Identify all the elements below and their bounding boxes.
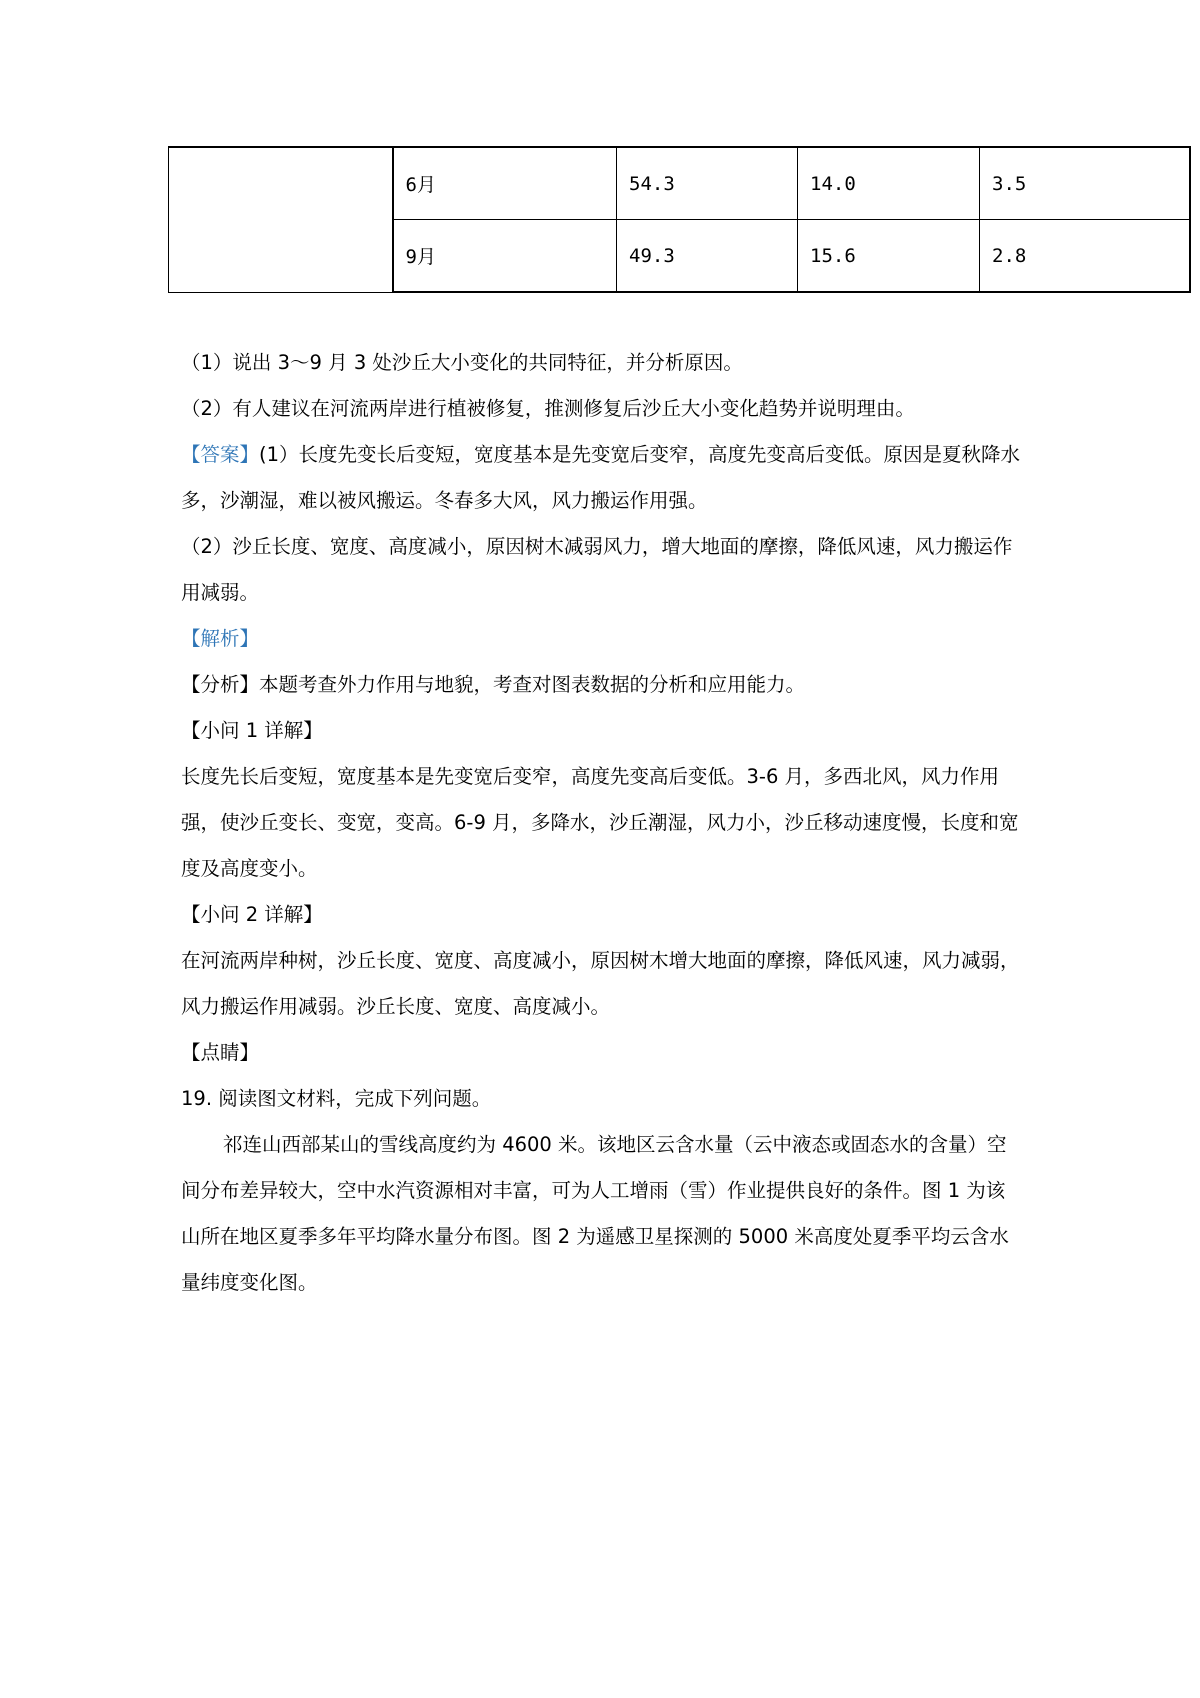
table-cell: 2.8 (980, 220, 1190, 293)
sub-question-2-text: 在河流两岸种树，沙丘长度、宽度、高度减小，原因树木增大地面的摩擦，降低风速，风力减弱，风力搬运作用减弱。沙丘长度、宽度、高度减小。 (181, 949, 1020, 1018)
table-cell: 15.6 (798, 220, 980, 293)
answer-tag: 【答案】 (181, 443, 260, 466)
sub-question-1-text: 长度先长后变短，宽度基本是先变宽后变窄，高度先变高后变低。3-6 月，多西北风，风力作用强，使沙丘变长、变宽，变高。6-9 月，多降水，沙丘潮湿，风力小，沙丘移动速度慢，长度和宽度及高度变小。 (181, 765, 1019, 880)
data-table (168, 146, 1191, 293)
document-body (181, 340, 1021, 1306)
table-cell-month: 6月 (393, 147, 617, 220)
answer-1-text: (1）长度先变长后变短，宽度基本是先变宽后变窄，高度先变高后变低。原因是夏秋降水多，沙潮湿，难以被风搬运。冬春多大风，风力搬运作用强。 (181, 443, 1021, 512)
question-1: （1）说出 3～9 月 3 处沙丘大小变化的共同特征，并分析原因。 (181, 351, 743, 374)
table-row (169, 147, 1190, 220)
analysis-summary: 【分析】本题考查外力作用与地貌，考查对图表数据的分析和应用能力。 (181, 673, 806, 696)
answer-2: （2）沙丘长度、宽度、高度减小，原因树木减弱风力，增大地面的摩擦，降低风速，风力搬运作用减弱。 (181, 535, 1013, 604)
question-19-material: 祁连山西部某山的雪线高度约为 4600 米。该地区云含水量（云中液态或固态水的含量）空间分布差异较大，空中水汽资源相对丰富，可为人工增雨（雪）作业提供良好的条件。图 1 为该山所在地区夏季多年平均降水量分布图。图 2 为遥感卫星探测的 5000 米高度处夏季平均云含水量纬度变化图。 (181, 1133, 1009, 1294)
analysis-tag: 【解析】 (181, 627, 260, 650)
table-cell: 14.0 (798, 147, 980, 220)
table-cell-month: 9月 (393, 220, 617, 293)
question-19-title: 19. 阅读图文材料，完成下列问题。 (181, 1087, 492, 1110)
table-cell: 49.3 (617, 220, 798, 293)
question-2: （2）有人建议在河流两岸进行植被修复，推测修复后沙丘大小变化趋势并说明理由。 (181, 397, 915, 420)
answer-1 (181, 432, 1021, 524)
table-cell: 3.5 (980, 147, 1190, 220)
sub-question-1-title: 【小问 1 详解】 (181, 719, 323, 742)
table-cell: 54.3 (617, 147, 798, 220)
sub-question-2-title: 【小问 2 详解】 (181, 903, 323, 926)
dianjing-tag: 【点睛】 (181, 1041, 260, 1064)
table-merged-cell (169, 147, 393, 292)
